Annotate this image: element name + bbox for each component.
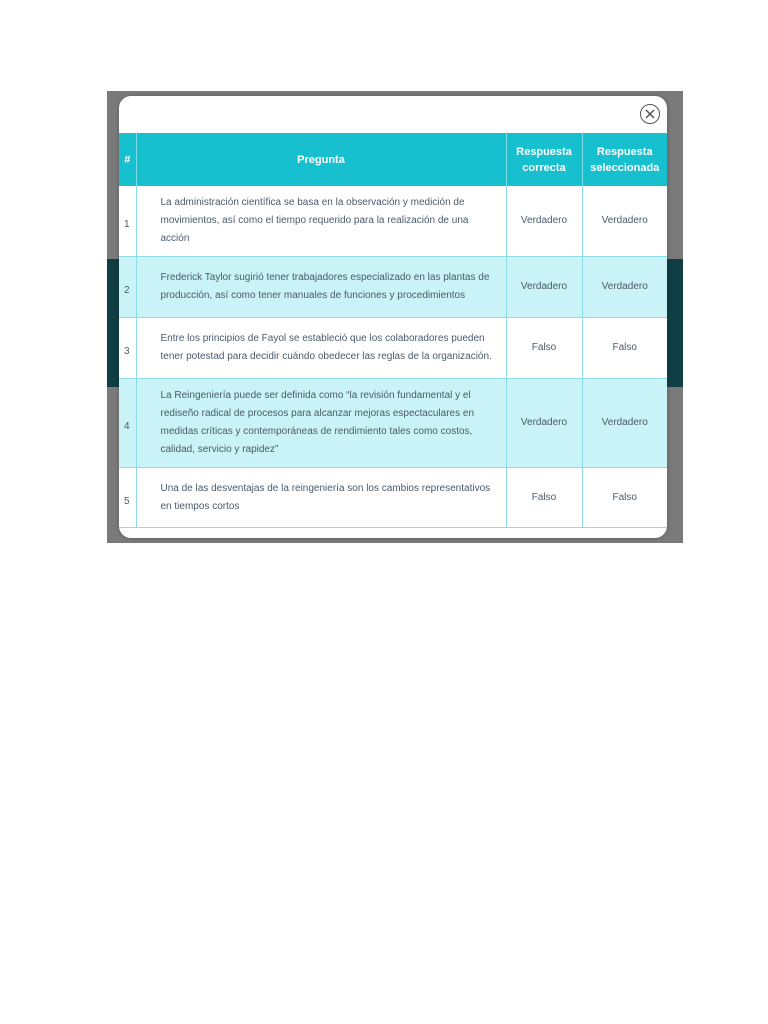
question-text: La administración científica se basa en la observación y medición de movimientos, así como el tiempo requerido para la realización de una acción <box>136 186 506 257</box>
header-correct-line1: Respuesta <box>516 145 572 158</box>
table-row <box>119 186 667 257</box>
answers-table <box>119 133 667 528</box>
close-button[interactable] <box>640 104 660 124</box>
header-question: Pregunta <box>136 133 506 186</box>
table-row <box>119 379 667 468</box>
table-row <box>119 257 667 318</box>
header-correct-answer <box>506 133 582 186</box>
header-selected-line1: Respuesta <box>596 145 653 158</box>
row-number: 2 <box>119 257 136 318</box>
table-row <box>119 468 667 528</box>
table-row <box>119 318 667 379</box>
selected-answer: Falso <box>582 318 667 379</box>
correct-answer: Verdadero <box>506 186 582 257</box>
correct-answer: Verdadero <box>506 379 582 468</box>
selected-answer: Verdadero <box>582 379 667 468</box>
correct-answer: Verdadero <box>506 257 582 318</box>
screenshot-frame <box>107 91 683 543</box>
selected-answer: Verdadero <box>582 186 667 257</box>
header-selected-answer <box>582 133 667 186</box>
question-text: Una de las desventajas de la reingeniería son los cambios representativos en tiempos cortos <box>136 468 506 528</box>
question-text: Entre los principios de Fayol se estableció que los colaboradores pueden tener potestad para decidir cuándo obedecer las reglas de la organización. <box>136 318 506 379</box>
header-correct-line2: correcta <box>522 161 566 174</box>
selected-answer: Verdadero <box>582 257 667 318</box>
results-modal <box>119 96 667 538</box>
correct-answer: Falso <box>506 468 582 528</box>
question-text: Frederick Taylor sugirió tener trabajadores especializado en las plantas de producción, así como tener manuales de funciones y procedimientos <box>136 257 506 318</box>
correct-answer: Falso <box>506 318 582 379</box>
row-number: 4 <box>119 379 136 468</box>
selected-answer: Falso <box>582 468 667 528</box>
row-number: 1 <box>119 186 136 257</box>
header-selected-line2: seleccionada <box>590 161 660 174</box>
question-text: La Reingeniería puede ser definida como “la revisión fundamental y el rediseño radical de procesos para alcanzar mejoras espectaculares en medidas críticas y contemporáneas de rendimiento tales como costos, calidad, servicio y rapidez” <box>136 379 506 468</box>
row-number: 3 <box>119 318 136 379</box>
close-icon <box>645 109 655 119</box>
header-number: # <box>119 133 136 186</box>
row-number: 5 <box>119 468 136 528</box>
table-header-row <box>119 133 667 186</box>
